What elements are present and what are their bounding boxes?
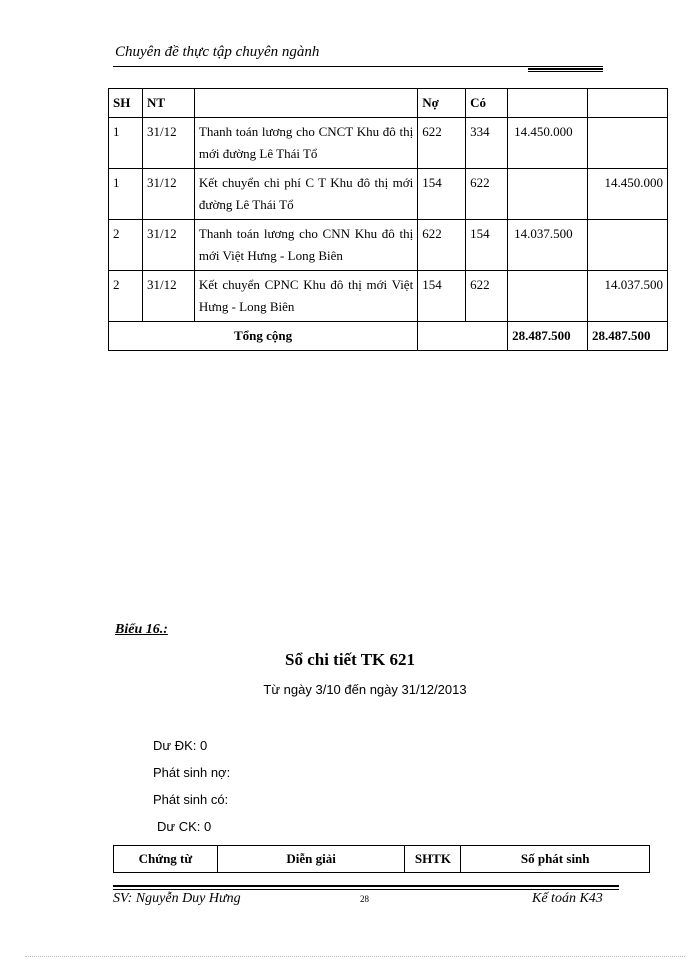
cell-nt: 31/12 [142,169,194,220]
table-header-row [109,89,668,118]
cell-amount-debit [508,271,588,322]
cell-desc: Thanh toán lương cho CNCT Khu đô thị mới đường Lê Thái Tổ [194,118,417,169]
cell-no: 622 [418,220,466,271]
total-amount-credit: 28.487.500 [588,322,668,351]
cell-nt: 31/12 [142,220,194,271]
header-rule-double [528,68,603,70]
closing-balance: Dư CK: 0 [157,819,212,834]
cell-sh: 1 [109,169,143,220]
col-header-arising: Số phát sinh [461,846,650,873]
cell-desc: Kết chuyển chi phí C T Khu đô thị mới đường Lê Thái Tổ [194,169,417,220]
cell-amount-debit: 14.450.000 [508,118,588,169]
cell-desc: Kết chuyển CPNC Khu đô thị mới Việt Hưng - Long Biên [194,271,417,322]
cell-amount-credit [588,118,668,169]
col-header-nt: NT [142,89,194,118]
cell-sh: 2 [109,220,143,271]
col-header-account: SHTK [405,846,461,873]
cell-sh: 1 [109,118,143,169]
footer-student: SV: Nguyễn Duy Hưng [113,891,241,906]
col-header-amount-debit [508,89,588,118]
cell-co: 622 [466,271,508,322]
table-row [109,169,668,220]
opening-balance: Dư ĐK: 0 [153,738,208,753]
page-header-title: Chuyên đề thực tập chuyên ngành [115,44,320,60]
credit-arising: Phát sinh có: [153,792,229,807]
cell-amount-credit: 14.037.500 [588,271,668,322]
footer-class: Kế toán K43 [532,891,603,906]
col-header-desc [194,89,417,118]
table-row [109,220,668,271]
footer-rule-2 [113,889,619,890]
cell-amount-debit [508,169,588,220]
cell-no: 154 [418,271,466,322]
cell-co: 334 [466,118,508,169]
cell-sh: 2 [109,271,143,322]
total-empty-cell [418,322,508,351]
table-row [109,118,668,169]
col-header-co: Có [466,89,508,118]
header-rule-double-2 [528,71,603,72]
cell-amount-credit [588,220,668,271]
table-total-row [109,322,668,351]
col-header-description: Diễn giải [217,846,405,873]
tk621-table-header [113,845,650,873]
cell-no: 154 [418,169,466,220]
cell-co: 622 [466,169,508,220]
figure-label: Biểu 16.: [115,622,168,637]
footer-rule [113,885,619,887]
ledger-title: Sổ chi tiết TK 621 [284,650,416,669]
col-header-voucher: Chứng từ [114,846,218,873]
col-header-no: Nợ [418,89,466,118]
page-number: 28 [360,894,369,904]
table-row [109,271,668,322]
debit-arising: Phát sinh nợ: [153,765,231,780]
page-edge [25,956,685,957]
cell-no: 622 [418,118,466,169]
col-header-sh: SH [109,89,143,118]
cell-desc: Thanh toán lương cho CNN Khu đô thị mới Việt Hưng - Long Biên [194,220,417,271]
journal-table [108,88,668,351]
cell-co: 154 [466,220,508,271]
header-rule [113,66,603,67]
cell-nt: 31/12 [142,118,194,169]
cell-nt: 31/12 [142,271,194,322]
total-amount-debit: 28.487.500 [508,322,588,351]
cell-amount-credit: 14.450.000 [588,169,668,220]
table-header-row [114,846,650,873]
total-label: Tổng cộng [109,322,418,351]
ledger-date-range: Từ ngày 3/10 đến ngày 31/12/2013 [263,682,467,697]
col-header-amount-credit [588,89,668,118]
cell-amount-debit: 14.037.500 [508,220,588,271]
